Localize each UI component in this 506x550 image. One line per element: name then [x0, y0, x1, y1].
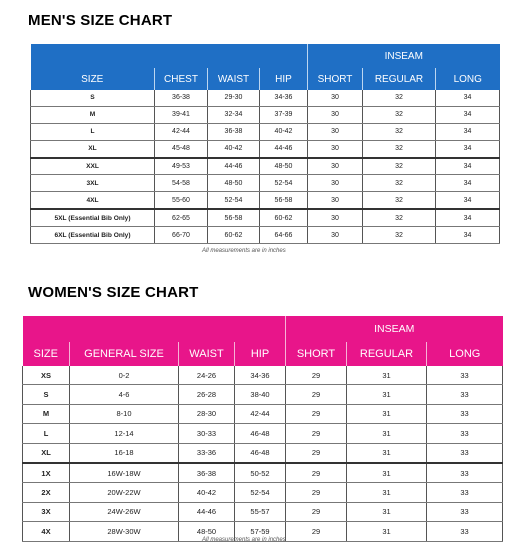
long-cell: 33 [427, 502, 503, 521]
short-cell: 29 [286, 502, 347, 521]
men-inseam-header-row [31, 44, 500, 68]
chest-cell: 36-38 [155, 90, 208, 106]
regular-cell: 31 [347, 385, 427, 404]
chest-cell: 62-65 [155, 209, 208, 226]
general-size-cell: 16-18 [70, 443, 179, 463]
hip-cell: 34-36 [260, 90, 308, 106]
regular-cell: 31 [347, 483, 427, 502]
waist-cell: 44-46 [208, 158, 260, 175]
women-inseam-header: INSEAM [286, 316, 503, 342]
table-row [23, 424, 503, 443]
size-cell: 5XL (Essential Bib Only) [31, 209, 155, 226]
short-cell: 29 [286, 463, 347, 483]
women-col-size: SIZE [23, 342, 70, 366]
long-cell: 33 [427, 404, 503, 423]
chest-cell: 66-70 [155, 227, 208, 244]
women-col-short: SHORT [286, 342, 347, 366]
size-cell: M [31, 106, 155, 123]
regular-cell: 31 [347, 463, 427, 483]
hip-cell: 37-39 [260, 106, 308, 123]
short-cell: 30 [308, 209, 363, 226]
regular-cell: 32 [363, 192, 436, 209]
hip-cell: 42-44 [235, 404, 286, 423]
table-row [23, 404, 503, 423]
size-cell: XL [23, 443, 70, 463]
waist-cell: 60-62 [208, 227, 260, 244]
men-inseam-header: INSEAM [308, 44, 500, 68]
size-cell: 4XL [31, 192, 155, 209]
regular-cell: 31 [347, 424, 427, 443]
women-col-waist: WAIST [179, 342, 235, 366]
long-cell: 33 [427, 443, 503, 463]
table-row [23, 385, 503, 404]
men-col-size: SIZE [31, 68, 155, 90]
women-column-header-row [23, 342, 503, 366]
women-col-hip: HIP [235, 342, 286, 366]
size-cell: S [31, 90, 155, 106]
waist-cell: 24-26 [179, 366, 235, 385]
regular-cell: 31 [347, 443, 427, 463]
waist-cell: 28-30 [179, 404, 235, 423]
men-size-table [30, 44, 500, 244]
size-cell: 2X [23, 483, 70, 502]
waist-cell: 29-30 [208, 90, 260, 106]
table-row [31, 90, 500, 106]
chest-cell: 54-58 [155, 175, 208, 192]
size-cell: XS [23, 366, 70, 385]
long-cell: 34 [436, 192, 500, 209]
short-cell: 29 [286, 483, 347, 502]
waist-cell: 48-50 [179, 522, 235, 541]
waist-cell: 48-50 [208, 175, 260, 192]
general-size-cell: 8-10 [70, 404, 179, 423]
regular-cell: 32 [363, 158, 436, 175]
long-cell: 33 [427, 463, 503, 483]
waist-cell: 30-33 [179, 424, 235, 443]
table-row [31, 140, 500, 157]
table-row [31, 192, 500, 209]
waist-cell: 32-34 [208, 106, 260, 123]
long-cell: 34 [436, 227, 500, 244]
size-cell: M [23, 404, 70, 423]
short-cell: 30 [308, 192, 363, 209]
hip-cell: 46-48 [235, 443, 286, 463]
regular-cell: 32 [363, 106, 436, 123]
waist-cell: 40-42 [208, 140, 260, 157]
men-col-hip: HIP [260, 68, 308, 90]
regular-cell: 31 [347, 366, 427, 385]
waist-cell: 44-46 [179, 502, 235, 521]
long-cell: 34 [436, 175, 500, 192]
regular-cell: 32 [363, 123, 436, 140]
table-row [23, 463, 503, 483]
short-cell: 30 [308, 175, 363, 192]
hip-cell: 55-57 [235, 502, 286, 521]
general-size-cell: 28W-30W [70, 522, 179, 541]
long-cell: 33 [427, 424, 503, 443]
table-row [31, 158, 500, 175]
hip-cell: 57-59 [235, 522, 286, 541]
size-cell: S [23, 385, 70, 404]
general-size-cell: 0-2 [70, 366, 179, 385]
chest-cell: 45-48 [155, 140, 208, 157]
men-col-short: SHORT [308, 68, 363, 90]
hip-cell: 40-42 [260, 123, 308, 140]
table-row [23, 366, 503, 385]
hip-cell: 52-54 [235, 483, 286, 502]
chest-cell: 55-60 [155, 192, 208, 209]
table-row [23, 502, 503, 521]
table-row [23, 483, 503, 502]
size-cell: L [31, 123, 155, 140]
regular-cell: 32 [363, 90, 436, 106]
hip-cell: 50-52 [235, 463, 286, 483]
women-measurement-note: All measurements are in inches [202, 537, 286, 543]
short-cell: 29 [286, 366, 347, 385]
hip-cell: 60-62 [260, 209, 308, 226]
long-cell: 34 [436, 90, 500, 106]
hip-cell: 38-40 [235, 385, 286, 404]
waist-cell: 26-28 [179, 385, 235, 404]
size-cell: 3X [23, 502, 70, 521]
regular-cell: 32 [363, 140, 436, 157]
long-cell: 33 [427, 483, 503, 502]
short-cell: 30 [308, 106, 363, 123]
women-size-table [22, 316, 503, 542]
chest-cell: 42-44 [155, 123, 208, 140]
regular-cell: 31 [347, 502, 427, 521]
women-col-general-size: GENERAL SIZE [70, 342, 179, 366]
long-cell: 34 [436, 123, 500, 140]
men-col-regular: REGULAR [363, 68, 436, 90]
regular-cell: 32 [363, 175, 436, 192]
chest-cell: 49-53 [155, 158, 208, 175]
table-row [31, 227, 500, 244]
size-cell: L [23, 424, 70, 443]
women-inseam-header-row [23, 316, 503, 342]
table-row [31, 123, 500, 140]
table-row [31, 209, 500, 226]
general-size-cell: 4-6 [70, 385, 179, 404]
long-cell: 34 [436, 209, 500, 226]
women-col-regular: REGULAR [347, 342, 427, 366]
general-size-cell: 12-14 [70, 424, 179, 443]
short-cell: 30 [308, 227, 363, 244]
table-row [31, 106, 500, 123]
size-cell: XL [31, 140, 155, 157]
long-cell: 33 [427, 522, 503, 541]
regular-cell: 32 [363, 209, 436, 226]
hip-cell: 46-48 [235, 424, 286, 443]
waist-cell: 36-38 [179, 463, 235, 483]
general-size-cell: 24W-26W [70, 502, 179, 521]
regular-cell: 32 [363, 227, 436, 244]
short-cell: 30 [308, 140, 363, 157]
waist-cell: 52-54 [208, 192, 260, 209]
hip-cell: 52-54 [260, 175, 308, 192]
short-cell: 29 [286, 404, 347, 423]
women-header-spacer [23, 316, 286, 342]
men-col-chest: CHEST [155, 68, 208, 90]
table-row [23, 443, 503, 463]
regular-cell: 31 [347, 522, 427, 541]
waist-cell: 40-42 [179, 483, 235, 502]
men-column-header-row [31, 68, 500, 90]
waist-cell: 56-58 [208, 209, 260, 226]
short-cell: 30 [308, 90, 363, 106]
short-cell: 30 [308, 158, 363, 175]
men-col-waist: WAIST [208, 68, 260, 90]
short-cell: 29 [286, 443, 347, 463]
long-cell: 34 [436, 106, 500, 123]
men-col-long: LONG [436, 68, 500, 90]
hip-cell: 56-58 [260, 192, 308, 209]
women-col-long: LONG [427, 342, 503, 366]
long-cell: 33 [427, 366, 503, 385]
size-cell: 6XL (Essential Bib Only) [31, 227, 155, 244]
long-cell: 34 [436, 140, 500, 157]
hip-cell: 64-66 [260, 227, 308, 244]
hip-cell: 34-36 [235, 366, 286, 385]
women-size-chart-title: WOMEN'S SIZE CHART [28, 284, 199, 301]
general-size-cell: 16W-18W [70, 463, 179, 483]
men-size-chart-title: MEN'S SIZE CHART [28, 12, 173, 29]
regular-cell: 31 [347, 404, 427, 423]
short-cell: 29 [286, 424, 347, 443]
size-cell: XXL [31, 158, 155, 175]
size-cell: 4X [23, 522, 70, 541]
short-cell: 30 [308, 123, 363, 140]
waist-cell: 33-36 [179, 443, 235, 463]
hip-cell: 48-50 [260, 158, 308, 175]
short-cell: 29 [286, 385, 347, 404]
men-measurement-note: All measurements are in inches [202, 248, 286, 254]
size-cell: 3XL [31, 175, 155, 192]
waist-cell: 36-38 [208, 123, 260, 140]
chest-cell: 39-41 [155, 106, 208, 123]
men-header-spacer [31, 44, 308, 68]
long-cell: 34 [436, 158, 500, 175]
short-cell: 29 [286, 522, 347, 541]
size-cell: 1X [23, 463, 70, 483]
general-size-cell: 20W-22W [70, 483, 179, 502]
table-row [31, 175, 500, 192]
long-cell: 33 [427, 385, 503, 404]
hip-cell: 44-46 [260, 140, 308, 157]
